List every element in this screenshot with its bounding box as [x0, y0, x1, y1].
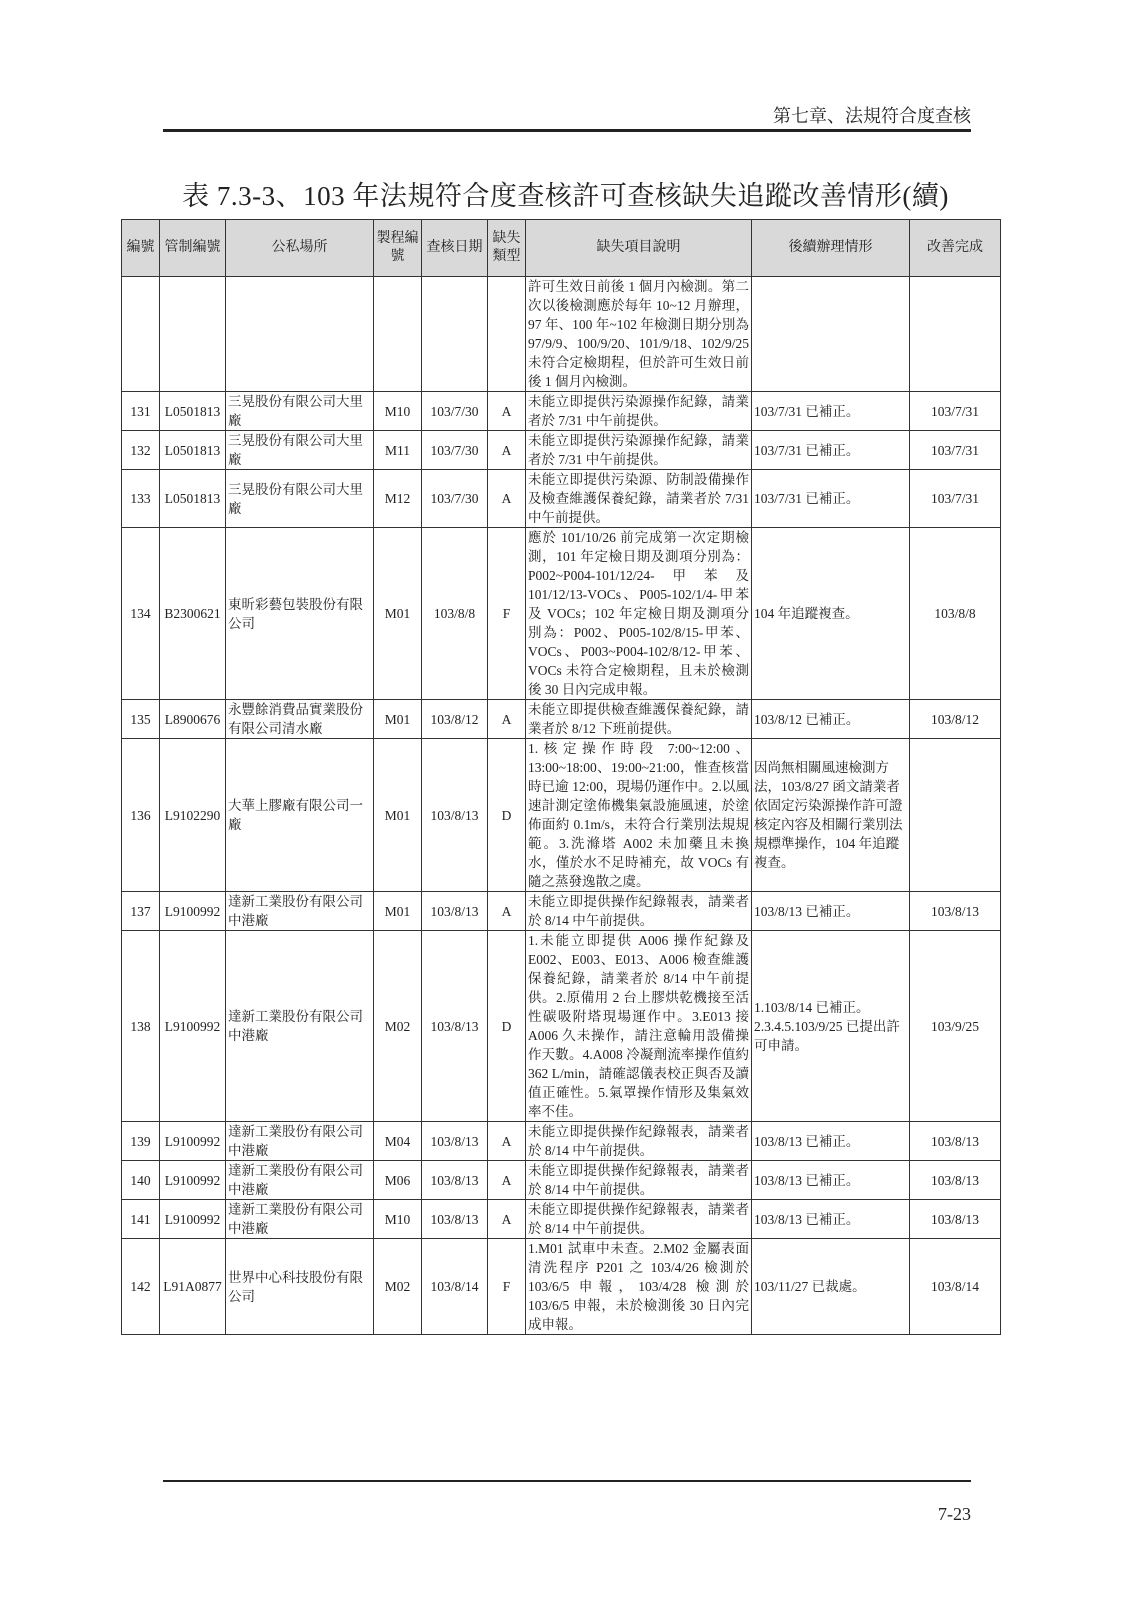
- table-row: [122, 1200, 1001, 1239]
- cell-follow-up: 103/8/12 已補正。: [752, 700, 910, 739]
- table-row: [122, 1122, 1001, 1161]
- cell-number: 142: [122, 1239, 160, 1335]
- cell-process-id: M01: [374, 892, 422, 931]
- cell-deficiency-description: 應於 101/10/26 前完成第一次定期檢測，101 年定檢日期及測項分別為：P002~P004-101/12/24-甲苯及 101/12/13-VOCs、P005-102/1/4-甲苯及 VOCs；102 年定檢日期及測項分別為：P002、P005-102/8/15-甲苯、VOCs、P003~P004-102/8/12-甲苯、VOCs 未符合定檢期程，且未於檢測後 30 日內完成申報。: [526, 528, 752, 700]
- cell-site: 達新工業股份有限公司中港廠: [226, 1122, 374, 1161]
- cell-follow-up: 103/7/31 已補正。: [752, 470, 910, 528]
- cell-completed: 103/8/13: [910, 1122, 1001, 1161]
- table-row: [122, 931, 1001, 1122]
- cell-site: 達新工業股份有限公司中港廠: [226, 1161, 374, 1200]
- table-row: [122, 470, 1001, 528]
- cell-deficiency-type: A: [488, 1200, 526, 1239]
- cell-deficiency-description: 未能立即提供污染源、防制設備操作及檢查維護保養紀錄，請業者於 7/31 中午前提供。: [526, 470, 752, 528]
- table-body: [122, 277, 1001, 1335]
- cell-control-id: L9100992: [160, 1122, 226, 1161]
- cell-site: 達新工業股份有限公司中港廠: [226, 1200, 374, 1239]
- column-header: 缺失項目說明: [526, 220, 752, 277]
- cell-inspection-date: 103/7/30: [422, 392, 488, 431]
- cell-completed: 103/8/14: [910, 1239, 1001, 1335]
- column-header: 缺失類型: [488, 220, 526, 277]
- column-header: 編號: [122, 220, 160, 277]
- cell-completed: 103/7/31: [910, 431, 1001, 470]
- table-row: [122, 1161, 1001, 1200]
- header-rule: [163, 129, 971, 132]
- cell-process-id: M01: [374, 528, 422, 700]
- table-row: [122, 700, 1001, 739]
- column-header: 公私場所: [226, 220, 374, 277]
- cell-process-id: M06: [374, 1161, 422, 1200]
- cell-number: 141: [122, 1200, 160, 1239]
- cell-site: [226, 277, 374, 392]
- cell-site: 達新工業股份有限公司中港廠: [226, 892, 374, 931]
- cell-deficiency-type: A: [488, 700, 526, 739]
- cell-number: 132: [122, 431, 160, 470]
- cell-control-id: L91A0877: [160, 1239, 226, 1335]
- cell-deficiency-description: 1.核定操作時段 7:00~12:00、13:00~18:00、19:00~21:00，惟查核當時已逾 12:00，現場仍運作中。2.以風速計測定塗佈機集氣設施風速，於塗佈面約 0.1m/s，未符合行業別法規規範。3.洗滌塔 A002 未加藥且未換水，僅於水不足時補充，故 VOCs 有隨之蒸發逸散之虞。: [526, 739, 752, 892]
- cell-inspection-date: 103/8/13: [422, 931, 488, 1122]
- chapter-header: 第七章、法規符合度查核: [773, 106, 971, 126]
- table-row: [122, 1239, 1001, 1335]
- cell-site: 三晃股份有限公司大里廠: [226, 431, 374, 470]
- cell-inspection-date: 103/7/30: [422, 431, 488, 470]
- cell-process-id: M10: [374, 1200, 422, 1239]
- cell-control-id: L9100992: [160, 1200, 226, 1239]
- cell-site: 永豐餘消費品實業股份有限公司清水廠: [226, 700, 374, 739]
- table-row: [122, 392, 1001, 431]
- cell-site: 三晃股份有限公司大里廠: [226, 470, 374, 528]
- cell-deficiency-type: A: [488, 892, 526, 931]
- cell-number: 136: [122, 739, 160, 892]
- cell-follow-up: 103/8/13 已補正。: [752, 1161, 910, 1200]
- cell-deficiency-description: 未能立即提供操作紀錄報表，請業者於 8/14 中午前提供。: [526, 1200, 752, 1239]
- cell-deficiency-description: 未能立即提供污染源操作紀錄，請業者於 7/31 中午前提供。: [526, 392, 752, 431]
- column-header: 查核日期: [422, 220, 488, 277]
- cell-number: 131: [122, 392, 160, 431]
- column-header: 後續辦理情形: [752, 220, 910, 277]
- cell-completed: [910, 277, 1001, 392]
- cell-deficiency-type: D: [488, 739, 526, 892]
- cell-completed: 103/7/31: [910, 470, 1001, 528]
- cell-process-id: M11: [374, 431, 422, 470]
- cell-number: 139: [122, 1122, 160, 1161]
- cell-process-id: M01: [374, 739, 422, 892]
- cell-deficiency-description: 許可生效日前後 1 個月內檢測。第二次以後檢測應於每年 10~12 月辦理，97 年、100 年~102 年檢測日期分別為 97/9/9、100/9/20、101/9/18、102/9/25 未符合定檢期程，但於許可生效日前後 1 個月內檢測。: [526, 277, 752, 392]
- column-header: 製程編號: [374, 220, 422, 277]
- cell-deficiency-description: 未能立即提供操作紀錄報表，請業者於 8/14 中午前提供。: [526, 892, 752, 931]
- table-row: [122, 277, 1001, 392]
- cell-control-id: L9102290: [160, 739, 226, 892]
- cell-number: 140: [122, 1161, 160, 1200]
- cell-inspection-date: 103/8/14: [422, 1239, 488, 1335]
- cell-process-id: M01: [374, 700, 422, 739]
- cell-deficiency-type: A: [488, 1122, 526, 1161]
- cell-completed: 103/8/13: [910, 1200, 1001, 1239]
- cell-deficiency-type: [488, 277, 526, 392]
- cell-deficiency-type: A: [488, 431, 526, 470]
- cell-completed: 103/8/12: [910, 700, 1001, 739]
- table-title: 表 7.3-3、103 年法規符合度查核許可查核缺失追蹤改善情形(續): [182, 181, 949, 211]
- cell-inspection-date: 103/8/13: [422, 892, 488, 931]
- cell-follow-up: 1.103/8/14 已補正。2.3.4.5.103/9/25 已提出許可申請。: [752, 931, 910, 1122]
- cell-follow-up: [752, 277, 910, 392]
- cell-inspection-date: 103/7/30: [422, 470, 488, 528]
- cell-follow-up: 103/7/31 已補正。: [752, 431, 910, 470]
- table-row: [122, 528, 1001, 700]
- cell-inspection-date: 103/8/12: [422, 700, 488, 739]
- cell-deficiency-description: 1.未能立即提供 A006 操作紀錄及 E002、E003、E013、A006 檢查維護保養紀錄，請業者於 8/14 中午前提供。2.原備用 2 台上膠烘乾機接至活性碳吸附塔現場運作中。3.E013 接 A006 久未操作，請注意輪用設備操作天數。4.A008 冷凝劑流率操作值約 362 L/min，請確認儀表校正與否及讀值正確性。5.氣罩操作情形及集氣效率不佳。: [526, 931, 752, 1122]
- cell-follow-up: 因尚無相關風速檢測方法，103/8/27 函文請業者依固定污染源操作許可證核定內容及相關行業別法規標準操作，104 年追蹤複查。: [752, 739, 910, 892]
- cell-number: 134: [122, 528, 160, 700]
- cell-deficiency-description: 未能立即提供污染源操作紀錄，請業者於 7/31 中午前提供。: [526, 431, 752, 470]
- cell-control-id: L0501813: [160, 392, 226, 431]
- cell-inspection-date: 103/8/13: [422, 739, 488, 892]
- cell-number: 138: [122, 931, 160, 1122]
- cell-deficiency-type: D: [488, 931, 526, 1122]
- cell-process-id: M10: [374, 392, 422, 431]
- cell-number: 135: [122, 700, 160, 739]
- table-row: [122, 892, 1001, 931]
- cell-control-id: [160, 277, 226, 392]
- cell-site: 達新工業股份有限公司中港廠: [226, 931, 374, 1122]
- cell-completed: 103/9/25: [910, 931, 1001, 1122]
- cell-deficiency-type: A: [488, 392, 526, 431]
- cell-completed: [910, 739, 1001, 892]
- cell-inspection-date: 103/8/13: [422, 1122, 488, 1161]
- cell-deficiency-type: A: [488, 470, 526, 528]
- table-header-row: [122, 220, 1001, 277]
- deficiency-tracking-table: [121, 219, 1001, 1335]
- cell-follow-up: 103/8/13 已補正。: [752, 1200, 910, 1239]
- cell-site: 東昕彩藝包裝股份有限公司: [226, 528, 374, 700]
- cell-process-id: M04: [374, 1122, 422, 1161]
- cell-deficiency-description: 1.M01 試車中未查。2.M02 金屬表面清洗程序 P201 之 103/4/26 檢測於 103/6/5 申報，103/4/28 檢測於 103/6/5 申報，未於檢測後 30 日內完成申報。: [526, 1239, 752, 1335]
- page-number: 7-23: [938, 1504, 971, 1524]
- cell-deficiency-type: F: [488, 1239, 526, 1335]
- cell-number: 133: [122, 470, 160, 528]
- cell-site: 三晃股份有限公司大里廠: [226, 392, 374, 431]
- table-row: [122, 739, 1001, 892]
- column-header: 管制編號: [160, 220, 226, 277]
- cell-number: 137: [122, 892, 160, 931]
- cell-control-id: L0501813: [160, 431, 226, 470]
- cell-deficiency-description: 未能立即提供操作紀錄報表，請業者於 8/14 中午前提供。: [526, 1122, 752, 1161]
- cell-follow-up: 103/8/13 已補正。: [752, 1122, 910, 1161]
- cell-inspection-date: 103/8/13: [422, 1200, 488, 1239]
- cell-site: 世界中心科技股份有限公司: [226, 1239, 374, 1335]
- cell-completed: 103/7/31: [910, 392, 1001, 431]
- cell-process-id: M02: [374, 931, 422, 1122]
- table-row: [122, 431, 1001, 470]
- cell-follow-up: 104 年追蹤複查。: [752, 528, 910, 700]
- cell-follow-up: 103/8/13 已補正。: [752, 892, 910, 931]
- cell-inspection-date: 103/8/13: [422, 1161, 488, 1200]
- cell-deficiency-type: F: [488, 528, 526, 700]
- column-header: 改善完成: [910, 220, 1001, 277]
- cell-inspection-date: [422, 277, 488, 392]
- cell-process-id: M02: [374, 1239, 422, 1335]
- cell-deficiency-description: 未能立即提供檢查維護保養紀錄，請業者於 8/12 下班前提供。: [526, 700, 752, 739]
- cell-completed: 103/8/13: [910, 892, 1001, 931]
- footer-rule: [163, 1480, 971, 1482]
- cell-number: [122, 277, 160, 392]
- cell-completed: 103/8/8: [910, 528, 1001, 700]
- cell-inspection-date: 103/8/8: [422, 528, 488, 700]
- cell-follow-up: 103/11/27 已裁處。: [752, 1239, 910, 1335]
- cell-control-id: L9100992: [160, 1161, 226, 1200]
- cell-site: 大華上膠廠有限公司一廠: [226, 739, 374, 892]
- cell-follow-up: 103/7/31 已補正。: [752, 392, 910, 431]
- cell-completed: 103/8/13: [910, 1161, 1001, 1200]
- cell-process-id: M12: [374, 470, 422, 528]
- cell-control-id: B2300621: [160, 528, 226, 700]
- cell-control-id: L0501813: [160, 470, 226, 528]
- cell-deficiency-type: A: [488, 1161, 526, 1200]
- cell-process-id: [374, 277, 422, 392]
- cell-control-id: L9100992: [160, 931, 226, 1122]
- cell-control-id: L8900676: [160, 700, 226, 739]
- cell-deficiency-description: 未能立即提供操作紀錄報表，請業者於 8/14 中午前提供。: [526, 1161, 752, 1200]
- cell-control-id: L9100992: [160, 892, 226, 931]
